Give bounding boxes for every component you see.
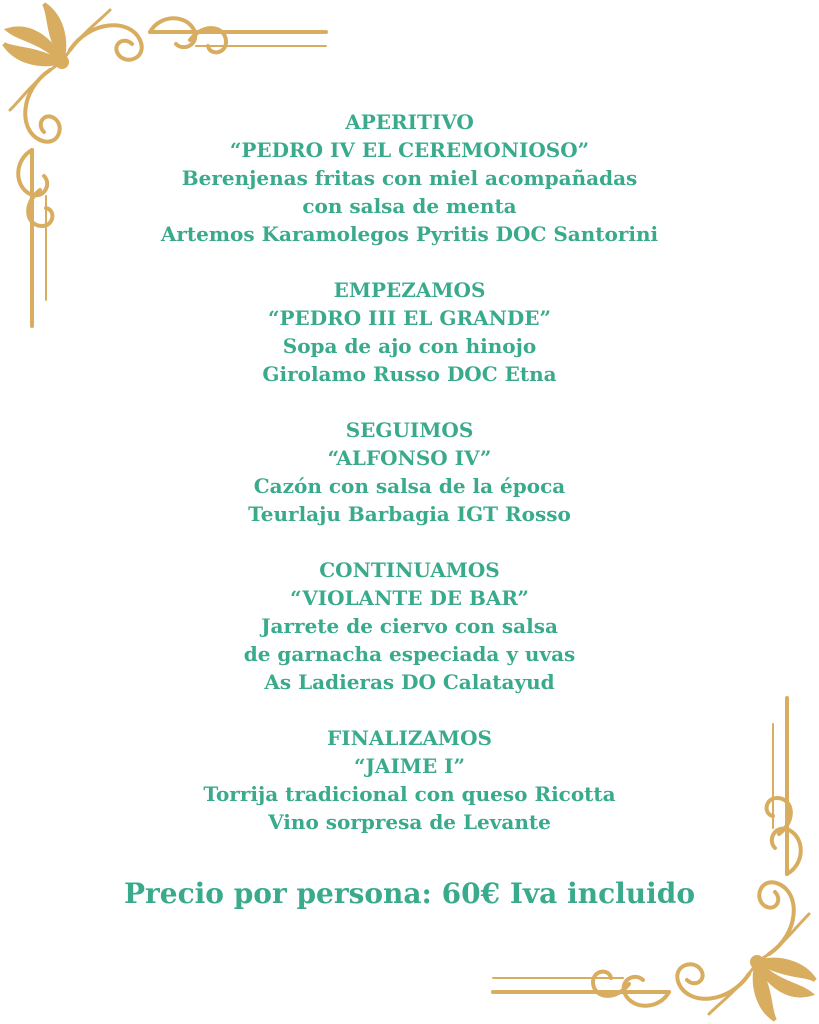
course-aperitivo bbox=[0, 108, 819, 248]
course-name: “ALFONSO IV” bbox=[327, 446, 492, 470]
course-name: “JAIME I” bbox=[353, 754, 466, 778]
wine-line: Girolamo Russo DOC Etna bbox=[262, 362, 557, 386]
dish-line: de garnacha especiada y uvas bbox=[243, 642, 576, 666]
course-finalizamos bbox=[0, 724, 819, 836]
course-name: “PEDRO IV EL CEREMONIOSO” bbox=[229, 138, 590, 162]
dish-line: Jarrete de ciervo con salsa bbox=[261, 614, 558, 638]
dish-line: Sopa de ajo con hinojo bbox=[282, 334, 537, 358]
dish-line: Cazón con salsa de la época bbox=[253, 474, 566, 498]
price-per-person: Precio por persona: 60€ Iva incluido bbox=[123, 877, 696, 910]
dish-line: Berenjenas fritas con miel acompañadas bbox=[181, 166, 638, 190]
course-empezamos bbox=[0, 276, 819, 388]
course-name: “PEDRO III EL GRANDE” bbox=[267, 306, 552, 330]
course-heading: EMPEZAMOS bbox=[333, 278, 486, 302]
wine-line: As Ladieras DO Calatayud bbox=[264, 670, 555, 694]
wine-line: Teurlaju Barbagia IGT Rosso bbox=[248, 502, 571, 526]
menu bbox=[0, 108, 819, 864]
course-continuamos bbox=[0, 556, 819, 696]
course-heading: CONTINUAMOS bbox=[319, 558, 500, 582]
dish-line: Torrija tradicional con queso Ricotta bbox=[203, 782, 616, 806]
wine-line: Vino sorpresa de Levante bbox=[268, 810, 551, 834]
course-name: “VIOLANTE DE BAR” bbox=[290, 586, 529, 610]
course-heading: FINALIZAMOS bbox=[327, 726, 492, 750]
course-seguimos bbox=[0, 416, 819, 528]
course-heading: SEGUIMOS bbox=[345, 418, 474, 442]
dish-line: con salsa de menta bbox=[302, 194, 517, 218]
course-heading: APERITIVO bbox=[345, 110, 474, 134]
wine-line: Artemos Karamolegos Pyritis DOC Santorini bbox=[160, 222, 659, 246]
